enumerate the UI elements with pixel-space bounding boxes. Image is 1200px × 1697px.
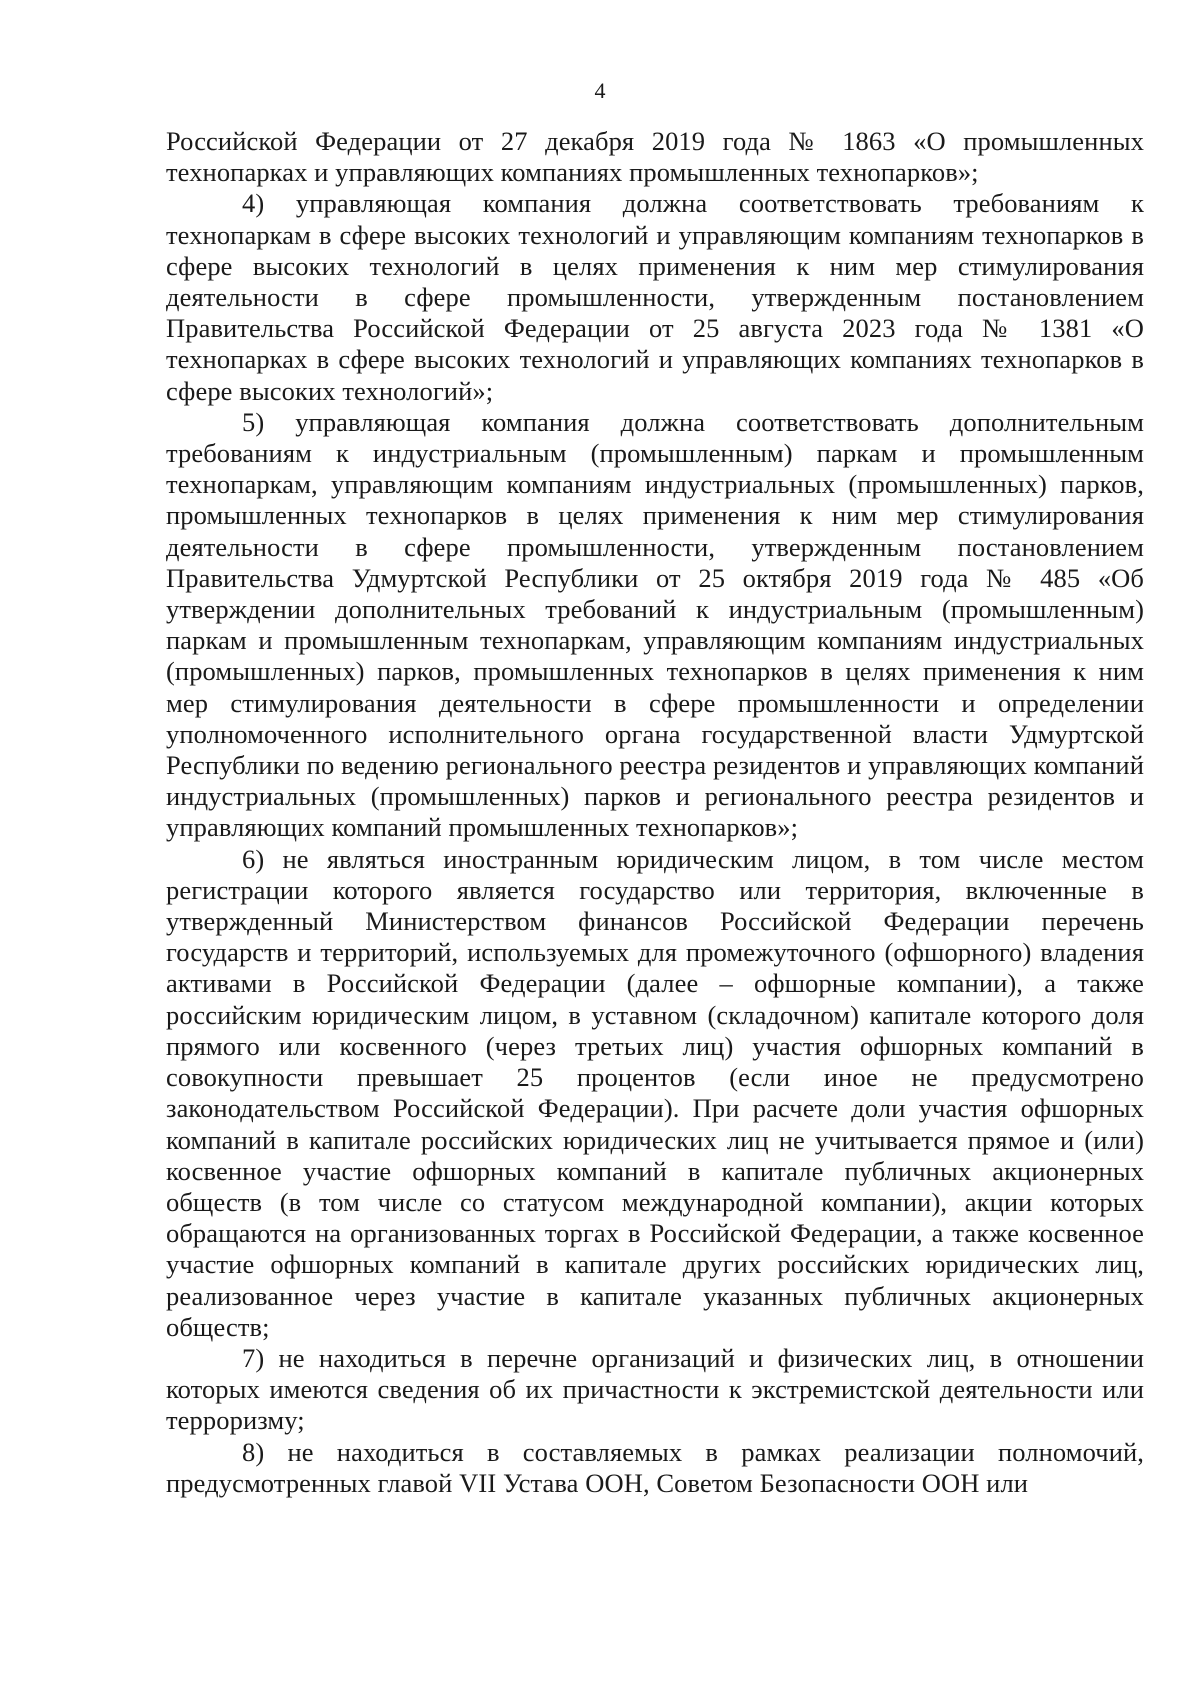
document-body <box>166 126 1144 1499</box>
page-number: 4 <box>594 78 606 103</box>
paragraph-item-5: 5) управляющая компания должна соответствовать дополнительным требованиям к индустриальным (промышленным) паркам и промышленным технопаркам, управляющим компаниям индустриальных (промышленных) парков, промышленных технопарков в целях применения к ним мер стимулирования деятельности в сфере промышленности, утвержденным постановлением Правительства Удмуртской Республики от 25 октября 2019 года № 485 «Об утверждении дополнительных требований к индустриальным (промышленным) паркам и промышленным технопаркам, управляющим компаниям индустриальных (промышленных) парков, промышленных технопарков в целях применения к ним мер стимулирования деятельности в сфере промышленности и определении уполномоченного исполнительного органа государственной власти Удмуртской Республики по ведению регионального реестра резидентов и управляющих компаний индустриальных (промышленных) парков и регионального реестра резидентов и управляющих компаний промышленных технопарков»; <box>166 406 1144 843</box>
paragraph-continuation: Российской Федерации от 27 декабря 2019 года № 1863 «О промышленных технопарках и управляющих компаниях промышленных технопарков»; <box>166 126 1144 188</box>
paragraph-item-8: 8) не находиться в составляемых в рамках реализации полномочий, предусмотренных главой VII Устава ООН, Советом Безопасности ООН или <box>166 1436 1144 1498</box>
paragraph-item-6: 6) не являться иностранным юридическим лицом, в том числе местом регистрации которого является государство или территория, включенные в утвержденный Министерством финансов Российской Федерации перечень государств и территорий, используемых для промежуточного (офшорного) владения активами в Российской Федерации (далее – офшорные компании), а также российским юридическим лицом, в уставном (складочном) капитале которого доля прямого или косвенного (через третьих лиц) участия офшорных компаний в совокупности превышает 25 процентов (если иное не предусмотрено законодательством Российской Федерации). При расчете доли участия офшорных компаний в капитале российских юридических лиц не учитывается прямое и (или) косвенное участие офшорных компаний в капитале публичных акционерных обществ (в том числе со статусом международной компании), акции которых обращаются на организованных торгах в Российской Федерации, а также косвенное участие офшорных компаний в капитале других российских юридических лиц, реализованное через участие в капитале указанных публичных акционерных обществ; <box>166 843 1144 1342</box>
paragraph-item-4: 4) управляющая компания должна соответствовать требованиям к технопаркам в сфере высоких технологий и управляющим компаниям технопарков в сфере высоких технологий в целях применения к ним мер стимулирования деятельности в сфере промышленности, утвержденным постановлением Правительства Российской Федерации от 25 августа 2023 года № 1381 «О технопарках в сфере высоких технологий и управляющих компаниях технопарков в сфере высоких технологий»; <box>166 188 1144 406</box>
paragraph-item-7: 7) не находиться в перечне организаций и физических лиц, в отношении которых имеются сведения об их причастности к экстремистской деятельности или терроризму; <box>166 1342 1144 1436</box>
